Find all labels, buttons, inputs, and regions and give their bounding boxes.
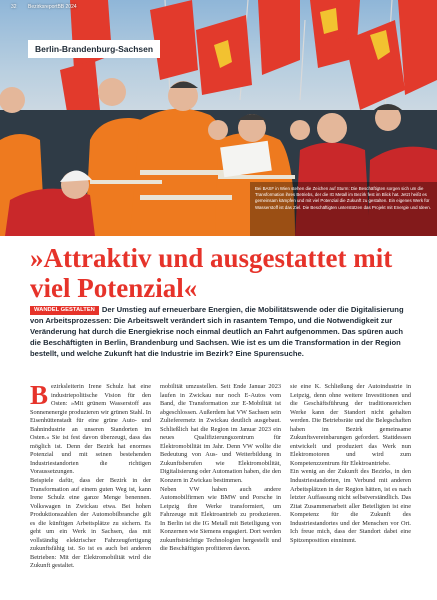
paragraph: Ein wenig an der Zukunft des Bezirks, in den Industriestandorten, im Verbund mit anderen Arbeitsplätzen in der Region hätten, ist es nach letzter Auffassung nicht selbstverständlich. Das Zitat Zusammenarbeit aller Beteiligten ist eine Kompetenz für die Zukunft des Industriestandortes und der Menschen vor Ort. Ich freue mich, dass der Standort dabei eine Spitzenposition einnimmt. [290,468,411,544]
drop-cap: B [30,383,49,410]
article-lede [30,305,410,360]
page-number: 32 [11,4,17,10]
body-column-2 [160,383,281,600]
paragraph: sie eine K. Schließung der Autoindustrie in Leipzig, denn ohne weitere Investitionen und die Geschäftsführung der traditionsreichen Werke kann der Standort nicht gehalten werden. Die Betriebsräte und die Belegschaften haben im Bezirk gemeinsame Zukunftsvereinbarungen gefordert. Stattdessen entwickelt und produziert das Werk nun Elektromotoren und wird zum Kompetenzzentrum für Elektroantriebe. [290,383,411,467]
article-headline: »Attraktiv und ausgestattet mit viel Potenzial« [30,243,393,303]
paragraph: ezirksleiterin Irene Schulz hat eine industriepolitische Vision für den Osten: »Mit grünem Wasserstoff aus Sonnenenergie produzieren wir grünen Stahl. In Eisenhüttenstadt für eine grüne Auto- und Bahnindustrie an unseren Standorten im Osten.« Sie ist fest davon überzeugt, dass das möglich ist. Denn der Bezirk hat enormes Potenzial und mit seinen bestehenden Industriestandorten die richtigen Voraussetzungen. [30,383,151,476]
region-tag: Berlin-Brandenburg-Sachsen [28,40,160,58]
magazine-name: BezirksreportBB 2024 [28,4,77,10]
paragraph: Neben VW haben auch andere Automobilfirmen wie BMW und Porsche in Leipzig ihre Werke transformiert, um Fahrzeuge mit Elektroantrieb zu produzieren. In Berlin ist die IG Metall mit Beteiligung von Konzernen wie Siemens engagiert. Dort werden zukunftsträchtige Technologien hergestellt und die Beschäftigten profitieren davon. [160,485,281,553]
article-body [30,383,411,600]
paragraph: Beispiele dafür, dass der Bezirk in der Transformation auf einem guten Weg ist, kann Irene Schulz eine ganze Menge benennen. Volkswagen in Zwickau etwa. Bei hohen Produktionszahlen der Automobilbranche gilt es die künftigen Arbeitsplätze zu sichern. Es geht um ein Werk in Sachsen, das mit vollständig elektrischer Fahrzeugfertigung zukunftsfähig ist. So ist es auch bei anderen Betrieben: Mit der Elektromobilität wird die Zukunft gestaltet. [30,477,151,570]
body-column-3 [290,383,411,600]
photo-caption: Bei BASF in Wien stehen die Zeichen auf Sturm: Die Beschäftigten sorgen sich um die Transformation ihres Betriebs, der die IG Metall im Bezirk fest im Blick hat. Jetzt heißt es gemeinsam kämpfen und mit viel Potenzial die Zukunft zu gestalten. Ein eigenes Werk für Wasserstoff ist das Ziel. Die Beschäftigten unterstützen das Projekt mit Energie und Ideen. [255,186,431,210]
section-kicker: WANDEL GESTALTEN [30,306,99,315]
paragraph: mobilität umzustellen. Seit Ende Januar 2023 laufen in Zwickau nur noch E-Autos vom Band, die Transformation zur E-Mobilität ist abgeschlossen. Außerdem hat VW Sachsen sein Zulieferernetz in Zwickau deutlich ausgebaut. Schließlich hat die Region im Januar 2023 ein neues Qualifizierungszentrum für Elektromobilität im Jahr. Denn VW wollte die Bedeutung von Aus- und Weiterbildung in Zukunftsberufen wie Elektromobilität, Digitalisierung oder Automation haben, die den Konzern in Zwickau bestimmen. [160,383,281,485]
page-folio [0,0,437,14]
lede-text: Der Umstieg auf erneuerbare Energien, die Mobilitätswende oder die Digitalisierung von Arbeitsprozessen: Die Arbeitswelt verändert sich in rasantem Tempo, und die Notwendigkeit zur Veränderung hat durch die Energiekrise noch einmal deutlich an Fahrt aufgenommen. Das spüren auch die Beschäftigten in Berlin, Brandenburg und Sachsen. Wie ist es um die Transformation in der Region bestellt, und welche Zukunft hat die Industrie im Bezirk? Eine Spurensuche. [30,305,404,358]
body-column-1 [30,383,151,600]
